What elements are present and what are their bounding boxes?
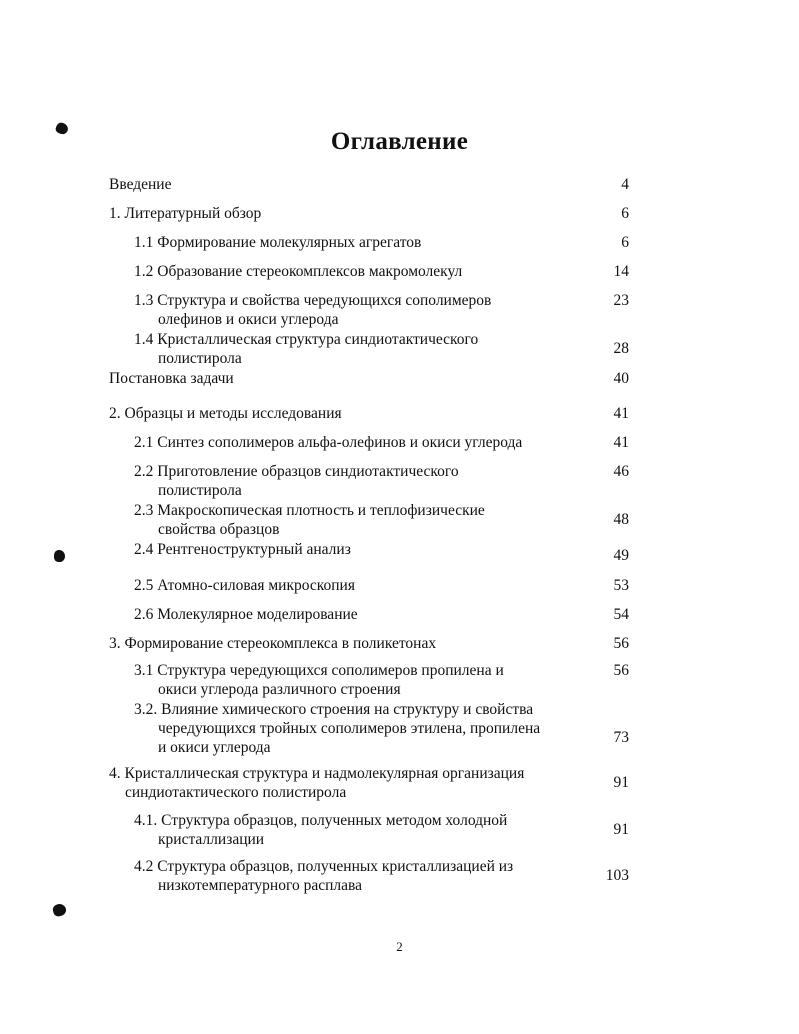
toc-entry-line: 3. Формирование стереокомплекса в поликетонах [109,635,437,652]
toc-entry-line: 2.4 Рентгеноструктурный анализ [134,541,351,558]
toc-entry-line: 1. Литературный обзор [109,205,262,222]
toc-entry-line: олефинов и окиси углерода [158,311,339,328]
toc-page: 4 [621,176,629,193]
toc-entry-line: 2.3 Макроскопическая плотность и теплофизические [134,502,485,519]
toc-entry-line: Введение [109,176,172,193]
toc-entry-2-1 [134,433,522,452]
toc-entry-2-3 [134,501,485,539]
toc-entry-line: низкотемпературного расплава [158,877,362,894]
toc-entry-ch2 [109,404,342,423]
scan-mark [54,550,65,562]
toc-entry-line: окиси углерода различного строения [158,681,401,698]
toc-entry-intro [109,175,171,194]
toc-entry-line: Постановка задачи [109,370,234,387]
toc-entry-2-6 [134,605,358,624]
toc-entry-line: 3.1 Структура чередующихся сополимеров пропилена и [134,662,504,679]
toc-entry-line: и окиси углерода [158,739,271,756]
toc-entry-line: 4. Кристаллическая структура и надмолекулярная организация [109,765,525,782]
toc-entry-line: 4.2 Структура образцов, полученных кристаллизацией из [134,858,514,875]
toc-page: 56 [613,662,629,679]
toc-entry-line: 2. Образцы и методы исследования [109,405,342,422]
page-number: 2 [396,939,403,954]
toc-entry-4-2 [134,857,513,895]
toc-page: 6 [621,234,629,251]
toc-page: 103 [605,867,629,884]
toc-page: 49 [613,547,629,564]
toc-entry-line: 1.1 Формирование молекулярных агрегатов [134,234,422,251]
toc-entry-3-1 [134,661,504,699]
toc-entry-line: 2.2 Приготовление образцов синдиотактического [134,463,459,480]
toc-entry-problem [109,369,234,388]
toc-entry-1-4 [134,330,478,368]
toc-entry-2-5 [134,576,355,595]
toc-entry-ch4 [109,764,524,802]
toc-entry-line: кристаллизации [158,831,265,848]
toc-entry-line: 1.4 Кристаллическая структура синдиотактического [134,331,479,348]
toc-entry-line: полистирола [158,482,242,499]
toc-page: 46 [613,463,629,480]
toc-entry-3-2 [134,700,540,757]
toc-page: 40 [613,370,629,387]
toc-page: 91 [613,821,629,838]
toc-page: 14 [613,263,629,280]
toc-entry-line: синдиотактического полистирола [125,784,347,801]
toc-entry-ch3 [109,634,436,653]
toc-entry-4-1 [134,811,507,849]
toc-page: 23 [613,292,629,309]
toc-page: 91 [613,774,629,791]
toc-entry-line: чередующихся тройных сополимеров этилена, пропилена [158,720,541,737]
toc-entry-line: 1.3 Структура и свойства чередующихся сополимеров [134,292,492,309]
toc-page: 41 [613,405,629,422]
toc-entry-2-2 [134,462,459,500]
toc-page: 6 [621,205,629,222]
toc-entry-2-4 [134,540,351,559]
toc-entry-line: 2.6 Молекулярное моделирование [134,606,358,623]
toc-entry-line: 2.1 Синтез сополимеров альфа-олефинов и окиси углерода [134,434,523,451]
toc-page: 41 [613,434,629,451]
toc-entry-1-3 [134,291,491,329]
toc-entry-ch1 [109,204,261,223]
toc-page: 73 [613,729,629,746]
toc-entry-line: полистирола [158,350,242,367]
toc-entry-line: 3.2. Влияние химического строения на структуру и свойства [134,701,534,718]
toc-page: 54 [613,606,629,623]
toc-page: 48 [613,511,629,528]
toc-entry-line: 2.5 Атомно-силовая микроскопия [134,577,355,594]
toc-page: 28 [613,340,629,357]
scan-mark [52,903,68,918]
toc-page: 56 [613,635,629,652]
toc-entry-line: 4.1. Структура образцов, полученных методом холодной [134,812,508,829]
toc-entry-1-2 [134,262,462,281]
toc-entry-line: свойства образцов [158,521,280,538]
toc-entry-line: 1.2 Образование стереокомплексов макромолекул [134,263,463,280]
toc-entry-1-1 [134,233,421,252]
page-title: Оглавление [330,128,469,155]
toc-page: 53 [613,577,629,594]
